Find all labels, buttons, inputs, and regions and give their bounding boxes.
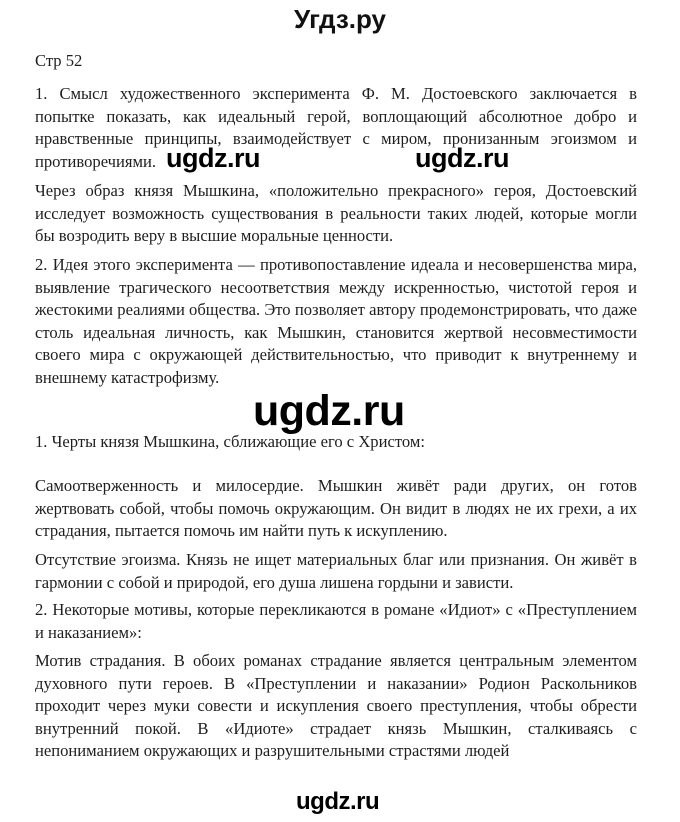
site-title: Угдз.ру bbox=[294, 4, 386, 34]
watermark: ugdz.ru bbox=[296, 788, 380, 815]
paragraph-meaning-of-experiment: 1. Смысл художественного эксперимента Ф. М. Достоевского заключается в попытке показать, как идеальный герой, воплощающий абсолютное добро и нравственные принципы, взаимодействует с миром, пронизанным эгоизмом и противоречиями. bbox=[35, 84, 637, 171]
page-number-label: Стр 52 bbox=[35, 51, 83, 70]
paragraph-no-egoism: Отсутствие эгоизма. Князь не ищет материальных благ или признания. Он живёт в гармонии с собой и природой, его душа лишена гордыни и зависти. bbox=[35, 550, 637, 592]
watermark: ugdz.ru bbox=[253, 387, 405, 435]
paragraph-idea-of-experiment: 2. Идея этого эксперимента — противопоставление идеала и несовершенства мира, выявление трагического несоответствия между искренностью, чистотой героя и жестокими реалиями общества. Это позволяет автору продемонстрировать, что даже столь идеальная личность, как Мышкин, становится жертвой несовместимости своего мира с окружающей действительностью, что приводит к внутреннему и внешнему катастрофизму. bbox=[35, 255, 637, 387]
watermark: ugdz.ru bbox=[166, 143, 260, 173]
watermark: ugdz.ru bbox=[415, 143, 509, 173]
paragraph-suffering-motif: Мотив страдания. В обоих романах страдание является центральным элементом духовного пути героев. В «Преступлении и наказании» Родион Раскольников проходит через муки совести и искупления своего преступления, чтобы обрести внутренний покой. В «Идиоте» страдает князь Мышкин, сталкиваясь с непониманием окружающих и разрушительными страстями людей bbox=[35, 651, 637, 760]
paragraph-christ-traits-heading: 1. Черты князя Мышкина, сближающие его с Христом: bbox=[35, 432, 425, 451]
paragraph-motifs-heading: 2. Некоторые мотивы, которые перекликаются в романе «Идиот» с «Преступлением и наказанием»: bbox=[35, 600, 637, 642]
paragraph-myshkin-image: Через образ князя Мышкина, «положительно прекрасного» героя, Достоевский исследует возможность существования в реальности таких людей, которые могли бы возродить веру в высшие моральные ценности. bbox=[35, 181, 637, 245]
paragraph-selflessness: Самоотверженность и милосердие. Мышкин живёт ради других, он готов жертвовать собой, чтобы помочь окружающим. Он видит в людях не их грехи, а их страдания, пытается помочь им найти путь к искуплению. bbox=[35, 476, 637, 540]
